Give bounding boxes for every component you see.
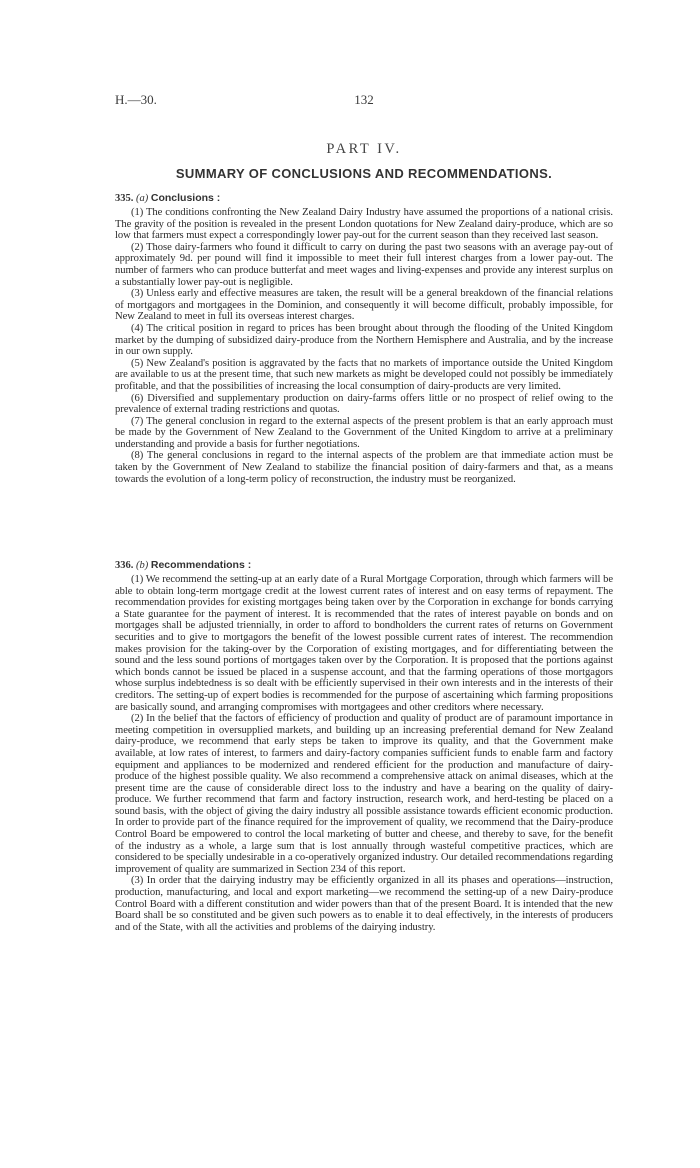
page-number: 132 (354, 92, 374, 107)
paragraph: (3) Unless early and effective measures are taken, the result will be a general breakdown of the financial relations of mortgagors and mortgagees in the Dominion, and consequently it will become difficult, probably impossible, for New Zealand to meet in full its overseas interest charges. (115, 288, 613, 323)
section-recommendations (115, 559, 613, 933)
paragraph: (7) The general conclusion in regard to the external aspects of the present problem is that an early approach must be made by the Government of New Zealand to the Government of the United Kingdom to arrive at a preliminary understanding and provide a basis for further negotiations. (115, 415, 613, 450)
paragraph: (5) New Zealand's position is aggravated by the facts that no markets of importance outside the United Kingdom are available to us at the present time, that such new markets as might be developed could not possibly be immediately profitable, and that the possibilities of increasing the local consumption of dairy-products are very limited. (115, 357, 613, 392)
paragraph: (4) The critical position in regard to prices has been brought about through the flooding of the United Kingdom market by the dumping of subsidized dairy-produce from the Northern Hemisphere and Australia, and by the increase in our own supply. (115, 322, 613, 358)
paragraph: (3) In order that the dairying industry may be efficiently organized in all its phases and operations—instruction, production, manufacturing, and local and export marketing—we recommend the setting-up of a new Dairy-produce Control Board with a different constitution and wider powers than that of the present Board. It is intended that the new Board shall be so constituted and be given such powers as to enable it to deal effectively, in the interests of producers and of the State, with all the activities and problems of the dairying industry. (115, 875, 613, 933)
section-heading (115, 559, 613, 572)
page-header (115, 92, 613, 108)
section-label: (b) (136, 560, 149, 571)
document-reference: H.—30. (115, 92, 157, 107)
paragraph: (1) We recommend the setting-up at an early date of a Rural Mortgage Corporation, through which farmers will be able to obtain long-term mortgage credit at the lowest current rates of interest and on easy terms of repayment. The recommendation provides for existing mortgages being taken over by the Corporation in exchange for bonds carrying a State guarantee for the payment of interest. It is recommended that the rates of interest payable on bonds and on mortgages shall be adjusted triennially, in order to afford to bondholders the current rates of returns on Government securities and to give to mortgagors the benefit of the lowest possible current rates of interest. The recommendion makes provision for the taking-over by the Corporation of existing mortgages, and for differentiating between the sound and the less sound portions of mortgages taken over by the Corporation. It is proposed that the portions against which bonds cannot be issued be placed in a suspense account, and that the farming operations of those mortgagors whose surplus indebtedness is so dealt with be efficiently supervised in their own interests and in the interests of their creditors. The setting-up of expert bodies is recommended for the purpose of ascertaining which farming propositions are basically sound, and arranging compromises with mortgagees and other creditors where necessary. (115, 574, 613, 713)
section-label: (a) (136, 193, 149, 204)
section-number: 335. (115, 193, 134, 204)
paragraph: (1) The conditions confronting the New Zealand Dairy Industry have assumed the proportions of a national crisis. The gravity of the position is revealed in the present London quotations for New Zealand dairy-produce, which are so low that farmers must expect a correspondingly lower pay-out for the current season than they received last season. (115, 207, 613, 242)
section-number: 336. (115, 560, 134, 571)
paragraph: (6) Diversified and supplementary production on dairy-farms offers little or no prospect of relief owing to the prevalence of external trading restrictions and quotas. (115, 392, 613, 416)
paragraph: (2) In the belief that the factors of efficiency of production and quality of product are of paramount importance in meeting competition in oversupplied markets, and building up an increasing preferential demand for New Zealand dairy-produce, we recommend that early steps be taken to improve its quality, and that the Government make available, at low rates of interest, to farmers and dairy-factory companies sufficient funds to enable farm and factory equipment and appliances to be modernized and rendered efficient for the production and manufacture of dairy-produce of the highest possible quality. We also recommend a comprehensive attack on animal diseases, which at the present time are the cause of considerable direct loss to the industry and have a bearing on the quality of dairy-produce. We further recommend that farm and factory instruction, research work, and herd-testing be placed on a sound basis, with the object of giving the dairy industry all possible assistance towards efficient economic production. In order to provide part of the finance required for the improvement of quality, we recommend that the Dairy-produce Control Board be empowered to control the local marketing of butter and cheese, and thereby to save, for the benefit of the industry as a whole, a large sum that is lost annually through wasteful competitive practices, which are considered to be specially undesirable in a co-operatively organized industry. Our detailed recommendations regarding improvement of quality are summarized in Section 234 of this report. (115, 713, 613, 875)
part-title: PART IV. (326, 141, 402, 157)
section-heading (115, 192, 613, 205)
paragraph: (8) The general conclusions in regard to the internal aspects of the problem are that immediate action must be taken by the Government of New Zealand to stabilize the financial position of dairy-farmers and that, as a means towards the evolution of a long-term policy of reconstruction, the industry must be reorganized. (115, 450, 613, 485)
section-conclusions (115, 192, 613, 485)
section-title: Recommendations : (150, 559, 252, 571)
section-title: Conclusions : (150, 192, 221, 204)
paragraph: (2) Those dairy-farmers who found it difficult to carry on during the past two seasons with an average pay-out of approximately 9d. per pound will find it impossible to meet their full interest charges from a lower pay-out. The number of farmers who can produce butterfat and meet wages and living-expenses and provide any interest surplus on a substantially lower pay-out is negligible. (115, 241, 613, 288)
main-title: SUMMARY OF CONCLUSIONS AND RECOMMENDATIONS. (175, 166, 553, 181)
